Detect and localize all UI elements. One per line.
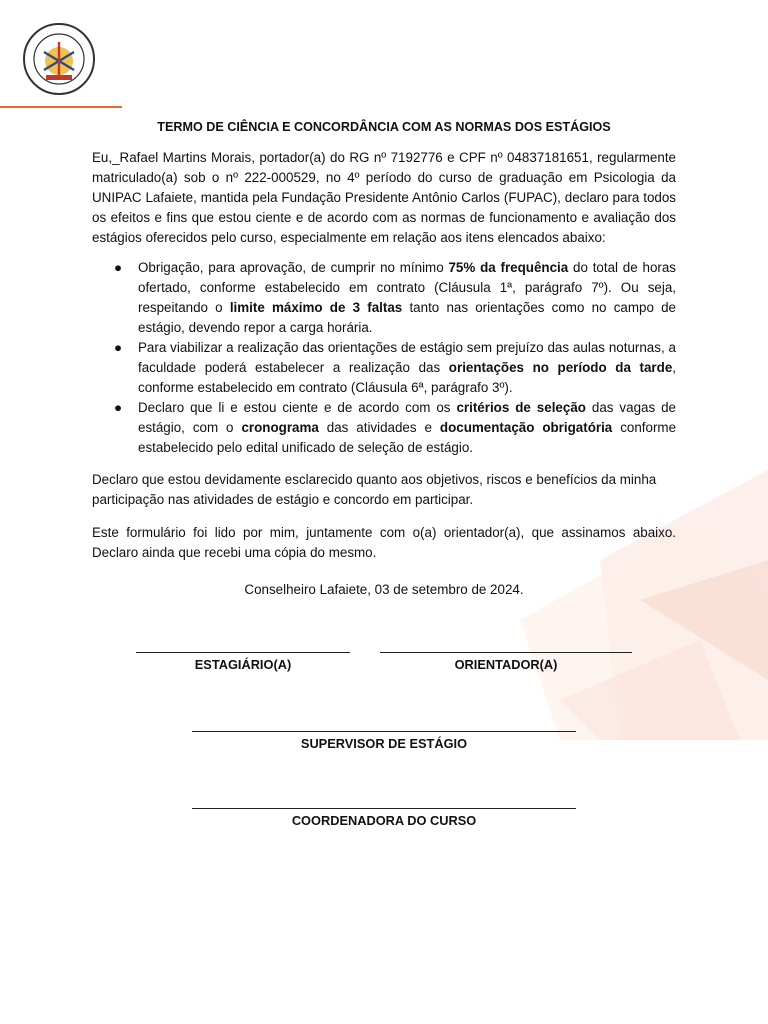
- list-item: [92, 338, 676, 398]
- list-item: [92, 258, 676, 338]
- fupac-logo: [22, 22, 96, 96]
- bullet-bold: 75% da frequência: [448, 260, 569, 275]
- bullet-text: do total de horas ofertado, conforme estabelecido em contrato (Cláusula 1ª, parágrafo 7º). Ou seja, respeitando o: [138, 260, 676, 315]
- bullet-text: Para viabilizar a realização das orientações de estágio sem prejuízo das aulas noturnas, a faculdade poderá estabelecer a realização das: [138, 340, 676, 375]
- bullet-bold: orientações no período da tarde: [448, 360, 673, 375]
- bullet-icon: ●: [114, 340, 123, 355]
- bullet-icon: ●: [114, 260, 123, 275]
- declaration-paragraph: Declaro que estou devidamente esclarecido quanto aos objetivos, riscos e benefícios da minha participação nas atividades de estágio e concordo em participar.: [92, 472, 657, 507]
- coordinator-signature: [192, 808, 576, 828]
- bullet-text: , conforme estabelecido em contrato (Cláusula 6ª, parágrafo 3º).: [138, 360, 676, 395]
- intro-paragraph: Eu,_Rafael Martins Morais, portador(a) do RG nº 7192776 e CPF nº 04837181651, regularmente matriculado(a) sob o nº 222-000529, no 4º período do curso de graduação em Psicologia da UNIPAC Lafaiete, mantida pela Fundação Presidente Antônio Carlos (FUPAC), declaro para todos os efeitos e fins que estou ciente e de acordo com as normas de funcionamento e avaliação dos estágios oferecidos pelo curso, especialmente em relação aos itens elencados abaixo:: [92, 150, 676, 245]
- coordinator-label: COORDENADORA DO CURSO: [291, 813, 477, 828]
- header-accent-line: [0, 106, 122, 108]
- document-title: TERMO DE CIÊNCIA E CONCORDÂNCIA COM AS NORMAS DOS ESTÁGIOS: [157, 120, 611, 134]
- norms-list: [92, 258, 676, 458]
- bullet-icon: ●: [114, 400, 123, 415]
- bullet-bold: critérios de seleção: [456, 400, 586, 415]
- bullet-text: das atividades e: [318, 420, 440, 435]
- advisor-signature: [380, 652, 632, 672]
- supervisor-label: SUPERVISOR DE ESTÁGIO: [300, 736, 468, 751]
- bullet-text: Declaro que li e estou ciente e de acordo com os: [138, 400, 457, 415]
- intern-signature: [136, 652, 350, 672]
- signature-line: [192, 731, 576, 732]
- intern-label: ESTAGIÁRIO(A): [194, 657, 292, 672]
- bullet-text: tanto nas orientações como no campo de estágio, devendo repor a carga horária.: [138, 300, 676, 335]
- bullet-text: Obrigação, para aprovação, de cumprir no mínimo: [138, 260, 449, 275]
- bullet-bold: documentação obrigatória: [439, 420, 613, 435]
- signature-line: [136, 652, 350, 653]
- signature-line: [380, 652, 632, 653]
- list-item: [92, 398, 676, 458]
- bullet-text: conforme estabelecido pelo edital unificado de seleção de estágio.: [138, 420, 677, 455]
- bullet-bold: limite máximo de 3 faltas: [229, 300, 403, 315]
- advisor-label: ORIENTADOR(A): [454, 657, 558, 672]
- read-statement-paragraph: Este formulário foi lido por mim, juntamente com o(a) orientador(a), que assinamos abaixo. Declaro ainda que recebi uma cópia do mesmo.: [92, 525, 676, 560]
- bullet-text: das vagas de estágio, com o: [138, 400, 676, 435]
- place-date: Conselheiro Lafaiete, 03 de setembro de 2024.: [244, 582, 524, 597]
- signature-line: [192, 808, 576, 809]
- supervisor-signature: [192, 731, 576, 751]
- bullet-bold: cronograma: [241, 420, 319, 435]
